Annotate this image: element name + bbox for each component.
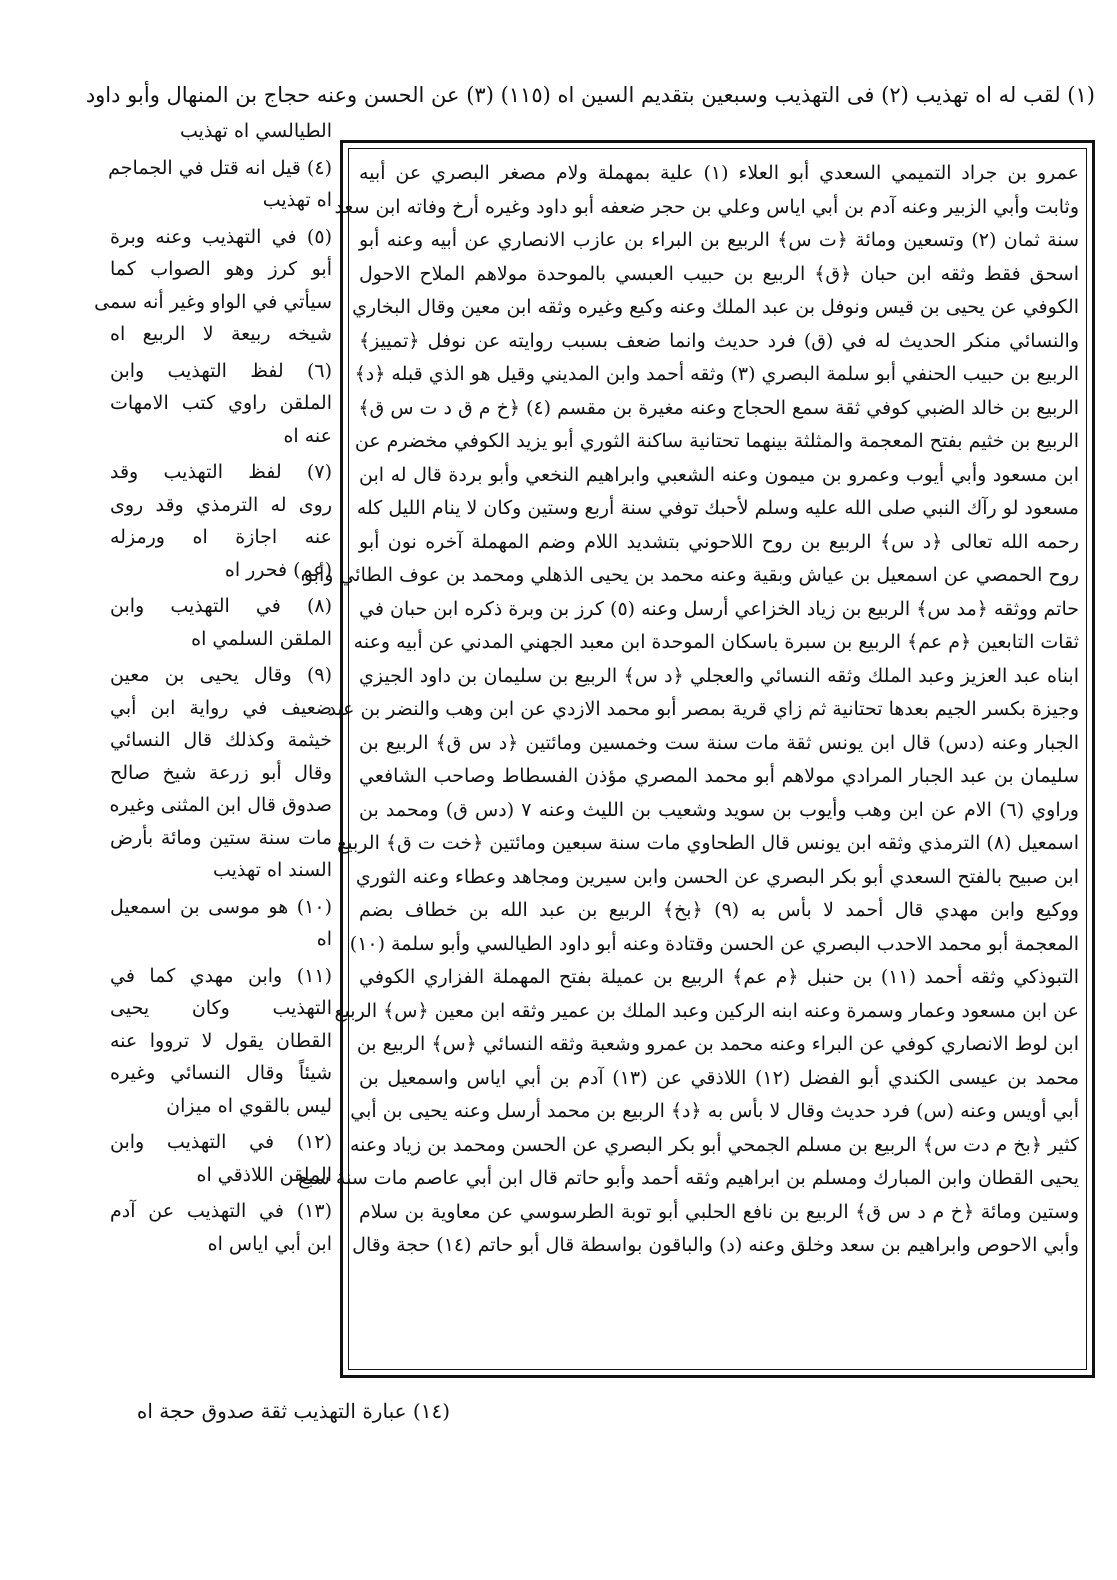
margin-note [110, 960, 332, 1123]
margin-note [110, 152, 332, 217]
margin-note-line: ابن أبي اياس اه [207, 1232, 332, 1255]
margin-note-line: ضعيف في رواية ابن أبي [110, 696, 332, 719]
margin-note-line: الملقن اللاذقي اه [196, 1163, 332, 1186]
main-text-line: حاتم ووثقه ﴿مد س﴾ الربيع بن زياد الخزاعي أرسل وعنه (٥) كرز بن وبرة ذكره ابن حبان في [359, 597, 1079, 620]
margin-note-line: الطيالسي اه تهذيب [179, 120, 332, 142]
main-text-line: ابن مسعود وأبي أيوب وعمرو بن ميمون وعنه الشعبي وابراهيم النخعي وأبو بردة قال له ابن [359, 463, 1079, 486]
margin-note-line: التهذيب وكان يحيى [110, 997, 332, 1019]
main-text-line: وستين ومائة ﴿خ م د س ق﴾ الربيع بن نافع الحلبي أبو توبة الطرسوسي عن معاوية بن سلام [359, 1200, 1079, 1223]
margin-note-line: شيئاً وقال النسائي وغيره [110, 1062, 332, 1084]
margin-note-line: عنه اجازة اه ورمزله [110, 526, 332, 548]
margin-note-line: اه [316, 928, 332, 950]
margin-note-line: سيأتي في الواو وغير أنه سمى [94, 290, 332, 313]
margin-note-line: الملقن راوي كتب الامهات [110, 392, 332, 414]
main-text-line: وأبي الاحوص وابراهيم بن سعد وخلق وعنه (د) والباقون بواسطة قال أبو حاتم (١٤) حجة وقال [352, 1234, 1079, 1256]
margin-note-line: (١٢) في التهذيب وابن [110, 1131, 332, 1153]
main-text-line: التبوذكي وثقه أحمد (١١) بن حنبل ﴿م عم﴾ الربيع بن عميلة بفتح المهملة الفزاري الكوفي [359, 966, 1079, 988]
margin-note-line: السند اه تهذيب [212, 859, 332, 881]
margin-note-line: (١٣) في التهذيب عن آدم [110, 1200, 332, 1222]
main-text-line: وجيزة بكسر الجيم بعدها تحتانية ثم زاي قرية بمصر أبو محمد الازدي عن ابن وهب والنضر بن عبد [327, 698, 1079, 720]
main-text-line: يحيى القطان وابن المبارك ومسلم بن ابراهيم وثقه أحمد وأبو حاتم قال ابن أبي عاصم مات سنة سبع [298, 1167, 1079, 1189]
margin-note-line: خيثمة وكذلك قال النسائي [110, 729, 332, 751]
top-footnote: (١) لقب له اه تهذيب (٢) فى التهذيب وسبعين بتقديم السين اه (١١٥) (٣) عن الحسن وعنه حجاج بن المنهال وأبو داود [85, 83, 1095, 107]
margin-note-line: القطان يقول لا ترووا عنه [110, 1029, 332, 1052]
main-text-line: عن ابن مسعود وعمار وسمرة وعنه ابنه الركين وعبد الملك بن عمير وثقه ابن معين ﴿س﴾ الربيع [334, 999, 1079, 1022]
main-text-line: سليمان بن عبد الجبار المرادي مولاهم أبو محمد المصري مؤذن الفسطاط وصاحب الشافعي [359, 765, 1079, 787]
margin-note [110, 590, 332, 655]
main-text-line: ابناه عبد العزيز وعبد الملك وثقه النسائي والعجلي ﴿د س﴾ الربيع بن سليمان بن داود الجيزي [359, 664, 1079, 687]
main-text-line: ثقات التابعين ﴿م عم﴾ الربيع بن سبرة باسكان الموحدة ابن معبد الجهني المدني عن أبيه وعنه [353, 631, 1079, 653]
main-text-line: عمرو بن جراد التميمي السعدي أبو العلاء (١) علية بمهملة ولام مصغر البصري عن أبيه [359, 162, 1079, 184]
main-text-line: كثير ﴿بخ م دت س﴾ الربيع بن مسلم الجمحي أبو بكر البصري عن الحسن ومحمد بن زياد وعنه [349, 1133, 1079, 1156]
main-text-line: أبي أويس وعنه (س) فرد حديث وقال لا بأس به ﴿د﴾ الربيع بن محمد أرسل وعنه يحيى بن أبي [350, 1100, 1079, 1122]
main-text-line: سنة ثمان (٢) وتسعين ومائة ﴿ت س﴾ الربيع بن البراء بن عازب الانصاري عن أبيه وعنه أبو [359, 229, 1079, 251]
margin-note [110, 659, 332, 887]
main-text-line: الربيع بن حبيب الحنفي أبو سلمة البصري (٣) وثقه أحمد وابن المديني وقيل هو الذي قبله ﴿د﴾ [354, 363, 1079, 385]
main-text-line: ابن صبيح بالفتح السعدي أبو بكر البصري عن الحسن وابن سيرين ومجاهد وعطاء وعنه الثوري [355, 865, 1079, 888]
main-text-line: مسعود لو رآك النبي صلى الله عليه وسلم لأحبك توفي سنة أربع وستين وكان لا ينام الليل كله [356, 497, 1079, 519]
margin-note [110, 1195, 332, 1260]
margin-note-line: (١٠) هو موسى بن اسمعيل [110, 895, 332, 918]
main-text-line: رحمه الله تعالى ﴿د س﴾ الربيع بن روح اللاحوني بتشديد اللام وضم المهملة آخره نون أبو [359, 530, 1079, 553]
main-text-line: وثابت وأبي الزبير وعنه آدم بن أبي اياس وعلي بن حجر ضعفه أبو داود وغيره أرخ وفاته ابن سعد [334, 195, 1079, 218]
margin-note-line: مات سنة ستين ومائة بأرض [110, 826, 332, 849]
margin-note-line: شيخه ربيعة لا الربيع اه [110, 323, 332, 345]
main-text-line: الربيع بن خثيم بفتح المعجمة والمثلثة بينهما تحتانية ساكنة الثوري أبو يزيد الكوفي مخضرم عن [354, 430, 1079, 452]
main-text-line: الجبار وعنه (دس) قال ابن يونس ثقة مات سنة ست وخمسين ومائتين ﴿د س ق﴾ الربيع بن [359, 731, 1079, 754]
margin-note-line: (٩) وقال يحيى بن معين [110, 664, 332, 686]
margin-note-line: عنه اه [283, 424, 332, 447]
margin-note-line: (٦) لفظ التهذيب وابن [110, 359, 332, 382]
margin-note [110, 891, 332, 956]
main-text-line: ووكيع وابن مهدي قال أحمد لا بأس به (٩) ﴿بخ﴾ الربيع بن عبد الله بن خطاف بضم [359, 899, 1079, 921]
bottom-footnote: (١٤) عبارة التهذيب ثقة صدوق حجة اه [136, 1399, 450, 1423]
margin-note [94, 221, 332, 351]
main-text-line: اسحق فقط وثقه ابن حبان ﴿ق﴾ الربيع بن حبيب العبسي بالموحدة مولاهم الملاح الاحول [359, 262, 1079, 285]
main-text-line: روح الحمصي عن اسمعيل بن عياش وبقية وعنه محمد بن يحيى الذهلي ومحمد بن عوف الطائي وأبو [303, 564, 1079, 586]
margin-note-line: الملقن السلمي اه [191, 627, 332, 650]
main-text-line: الكوفي عن يحيى بن قيس ونوفل بن عبد الملك وعنه وكيع وغيره وثقه ابن معين وقال البخاري [352, 296, 1079, 318]
main-text-line: وراوي (٦) الام عن ابن وهب وأيوب بن سويد وشعيب بن الليث وعنه ٧ (دس ق) ومحمد بن [359, 798, 1079, 821]
main-text-line: محمد بن عيسى الكندي أبو الفضل (١٢) اللاذقي عن (١٣) آدم بن أبي اياس واسمعيل بن [359, 1066, 1080, 1089]
main-text-line: والنسائي منكر الحديث له في (ق) فرد حديث وانما ضعف بسبب روايته عن نوفل ﴿تمييز﴾ [359, 329, 1079, 352]
margin-note-line: روى له الترمذي وقد روى [110, 493, 332, 516]
margin-note-line: (١١) وابن مهدي كما في [110, 964, 332, 987]
margin-note-line: اه تهذيب [262, 189, 332, 211]
margin-note-line: (٤) قيل انه قتل في الجماجم [108, 156, 332, 179]
main-text-line: الربيع بن خالد الضبي كوفي ثقة سمع الحجاج وعنه مغيرة بن مقسم (٤) ﴿خ م ق د ت س ق﴾ [358, 396, 1079, 419]
margin-note-line: صدوق قال ابن المثنى وغيره [109, 794, 332, 816]
main-text-line: اسمعيل (٨) الترمذي وثقه ابن يونس قال الطحاوي مات سنة سبعين ومائتين ﴿خت ت ق﴾ الربيع [337, 832, 1079, 854]
margin-note-line: وقال أبو زرعة شيخ صالح [110, 761, 332, 784]
margin-note-line: (عم) فحرر اه [224, 558, 332, 581]
margin-note-line: (٨) في التهذيب وابن [110, 595, 332, 617]
margin-note [110, 355, 332, 453]
margin-note-line: ليس بالقوي اه ميزان [166, 1094, 332, 1117]
margin-note [110, 115, 332, 148]
margin-note-line: (٥) في التهذيب وعنه وبرة [110, 225, 332, 248]
margin-note-line: أبو كرز وهو الصواب كما [110, 258, 332, 280]
main-text-line: ابن لوط الانصاري كوفي عن البراء وعنه محمد بن عمرو وشعبة وثقه النسائي ﴿س﴾ الربيع بن [356, 1033, 1079, 1055]
margin-note [110, 456, 332, 586]
margin-note-line: (٧) لفظ التهذيب وقد [110, 461, 332, 483]
main-text-line: المعجمة أبو محمد الاحدب البصري عن الحسن وقتادة وعنه أبو داود الطيالسي وأبو سلمة (١٠) [349, 932, 1079, 955]
